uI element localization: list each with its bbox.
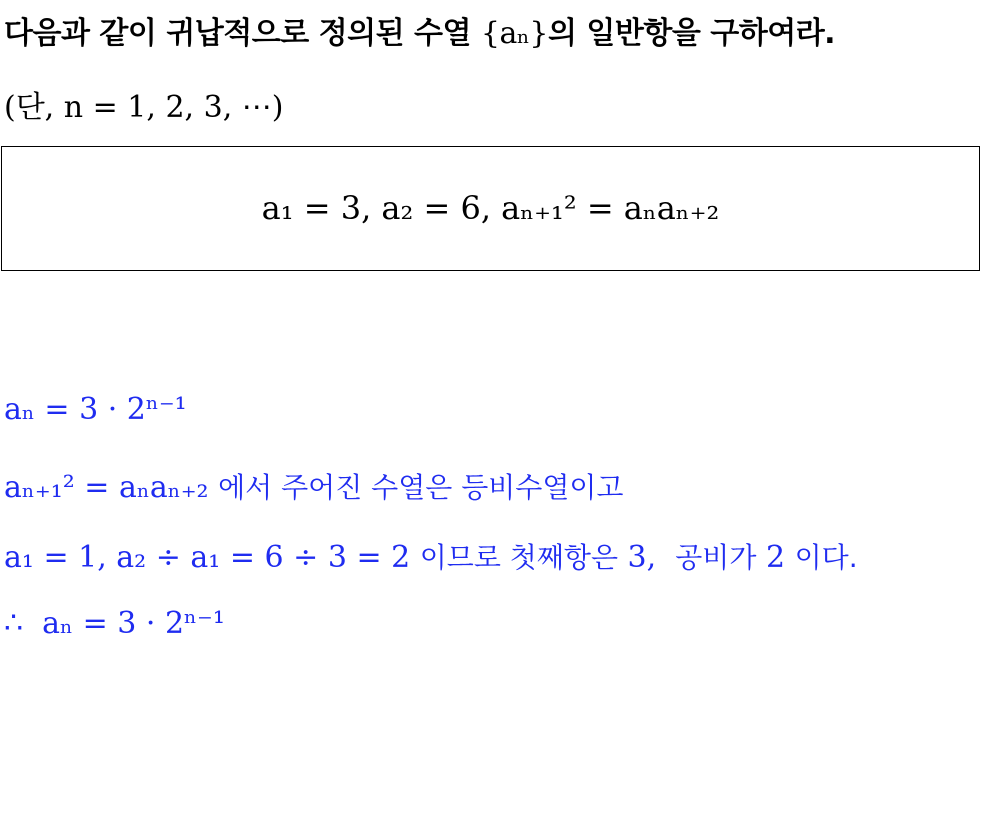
- question-suffix: 의 일반항을 구하여라.: [547, 16, 836, 51]
- solution-line-3-text-3: 이다.: [794, 541, 858, 574]
- solution-line-3-math: a₁ = 1, a₂ ÷ a₁ = 6 ÷ 3 = 2: [4, 540, 411, 575]
- condition-equation: a₁ = 3, a₂ = 6, aₙ₊₁² = aₙaₙ₊₂: [261, 189, 720, 227]
- solution-line-3: [4, 536, 858, 576]
- solution-common-ratio: 2: [765, 540, 786, 575]
- solution-line-2-math: aₙ₊₁² = aₙaₙ₊₂: [4, 470, 209, 505]
- solution-line-3-text-2: 공비가: [675, 541, 757, 574]
- question-prefix: 다음과 같이 귀납적으로 정의된 수열: [4, 16, 481, 51]
- solution-line-3-text-1: 이므로 첫째항은: [419, 541, 618, 574]
- solution-conclusion: aₙ = 3 · 2ⁿ⁻¹: [42, 606, 225, 641]
- condition-box: [1, 146, 980, 271]
- question-line-2: (단, n = 1, 2, 3, ⋯): [4, 90, 284, 125]
- question-sequence: {aₙ}: [480, 16, 548, 51]
- solution-answer: aₙ = 3 · 2ⁿ⁻¹: [4, 392, 187, 427]
- question-line-1: [4, 8, 835, 52]
- solution-first-term: 3,: [627, 540, 657, 575]
- solution-line-2-text: 에서 주어진 수열은 등비수열이고: [218, 471, 624, 504]
- solution-conclusion-line: [4, 606, 225, 641]
- solution-line-2: [4, 466, 623, 506]
- therefore-symbol: ∴: [4, 606, 24, 641]
